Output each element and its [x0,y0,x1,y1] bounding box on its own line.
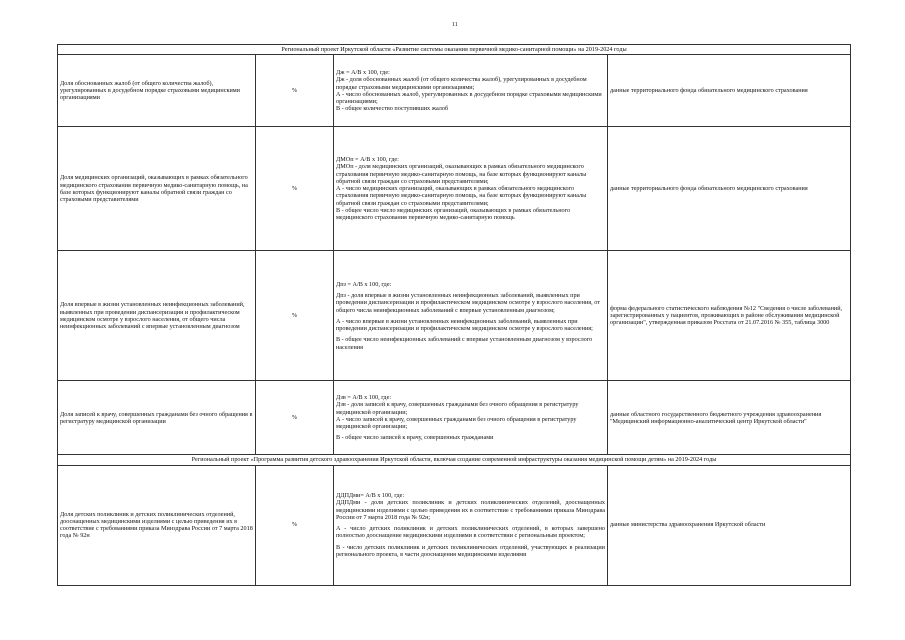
method-line: ДМОп - доля медицинских организаций, оказывающих в рамках обязательного медицинского страхования первичную медико-санитарную помощь, на базе которых функционируют каналы обратной связи граждан со страховыми представителями; [336,163,587,185]
method-line: В - число детских поликлиник и детских поликлинических отделений, участвующих в реализации регионального проекта, в части дооснащения медицинскими изделиями [336,543,605,559]
table-row [58,55,851,127]
source-cell: форма федерального статистического наблюдения №12 "Сведения о числе заболеваний, зарегистрированных у пациентов, проживающих в районе обслуживания медицинской организации", утвержденная приказом Росстата от 21.07.2016 № 355, таблица 3000 [608,251,851,381]
indicator-cell: Доля медицинских организаций, оказывающих в рамках обязательного медицинского страхования первичную медико-санитарную помощь, на базе которых функционируют каналы обратной связи граждан со страховыми представителями [58,127,256,251]
method-line: А - число медицинских организаций, оказывающих в рамках обязательного медицинского страхования первичную медико-санитарную помощь, на базе которых функционируют каналы обратной связи граждан со страховыми представителями; [336,185,587,207]
indicator-cell: Доля впервые в жизни установленных неинфекционных заболеваний, выявленных при проведении диспансеризации и профилактическом медицинском осмотре у взрослого населения, от общего числа неинфекционных заболеваний с впервые установленным диагнозом [58,251,256,381]
section-header-row [58,455,851,465]
table-row [58,251,851,381]
method-line: Дзв = А/В х 100, где: [336,393,392,401]
method-line: ДДПДми= А/В х 100, где: [336,491,405,499]
table-row [58,381,851,455]
method-line: В - общее число записей к врачу, совершенных гражданами [336,434,494,442]
table-row [58,127,851,251]
unit-cell: % [256,127,334,251]
method-line: А - число впервые в жизни установленных неинфекционных заболеваний, выявленных при проведении диспансеризации и профилактическом медицинском осмотре у взрослого населения; [336,317,593,333]
method-line: Дпз = А/В х 100, где: [336,280,392,288]
page-number: 11 [452,22,458,28]
indicator-cell: Доля обоснованных жалоб (от общего количества жалоб), урегулированных в досудебном порядке страховыми медицинскими организациями [58,55,256,127]
table-row [58,465,851,585]
unit-cell: % [256,251,334,381]
indicator-cell: Доля детских поликлиник и детских поликлинических отделений, дооснащенных медицинскими изделиями с целью приведения их в соответствие с требованиями приказа Минздрава России от 7 марта 2018 года № 92н [58,465,256,585]
section-header-row [58,45,851,55]
source-cell: данные территориального фонда обязательного медицинского страхования [608,127,851,251]
indicators-table [57,44,851,586]
section-title: Региональный проект Иркутской области «Развитие системы оказания первичной медико-санитарной помощи» на 2019-2024 годы [58,45,851,55]
method-cell [334,251,608,381]
method-cell [334,55,608,127]
method-line: Дж = А/В х 100, где: [336,68,390,76]
source-cell: данные территориального фонда обязательного медицинского страхования [608,55,851,127]
indicator-cell: Доля записей к врачу, совершенных гражданами без очного обращения в регистратуру медицинской организации [58,381,256,455]
method-line: А - число обоснованных жалоб, урегулированных в досудебном порядке страховыми медицинскими организациями; [336,90,602,106]
method-line: А - число детских поликлиник и детских поликлинических отделений, в которых завершено полностью дооснащение медицинскими изделиями в соответствии с региональным проектом; [336,525,605,540]
method-line: Дпз - доля впервые в жизни установленных неинфекционных заболеваний, выявленных при проведении диспансеризации и профилактическом медицинском осмотре у взрослого населения, от общего числа неинфекционных заболеваний с впервые установленным диагнозом; [336,291,600,314]
method-line: Дж - доля обоснованных жалоб (от общего количества жалоб), урегулированных в досудебном порядке страховыми медицинскими организациями; [336,76,587,91]
source-cell: данные областного государственного бюджетного учреждения здравоохранения "Медицинский информационно-аналитический центр Иркутской области" [608,381,851,455]
section-title: Региональный проект «Программа развития детского здравоохранения Иркутской области, включая создание современной инфраструктуры оказания медицинской помощи детям» на 2019-2024 годы [58,455,851,465]
unit-cell: % [256,465,334,585]
method-cell [334,127,608,251]
method-line: ДМОп = А/В х 100, где: [336,155,399,163]
method-line: А - число записей к врачу, совершенных гражданами без очного обращения в регистратуру медицинской организации; [336,415,577,431]
method-line: В - общее количество поступивших жалоб [336,105,449,113]
method-line: ДДПДми - доля детских поликлиник и детских поликлинических отделений, дооснащенных медицинскими изделиями с целью приведения их в соответствие с требованиями приказа Минздрава России от 7 марта 2018 года № 92н; [336,499,605,521]
method-line: Дзв - доля записей к врачу, совершенных гражданами без очного обращения в регистратуру медицинской организации; [336,401,579,416]
method-line: В - общее число число медицинских организаций, оказывающих в рамках обязательного медицинского страхования первичную медико-санитарную помощь [336,207,571,222]
unit-cell: % [256,55,334,127]
source-cell: данные министерства здравоохранения Иркутской области [608,465,851,585]
unit-cell: % [256,381,334,455]
method-cell [334,381,608,455]
method-cell [334,465,608,585]
method-line: В - общее число неинфекционных заболеваний с впервые установленным диагнозом у взрослого населения [336,336,593,351]
